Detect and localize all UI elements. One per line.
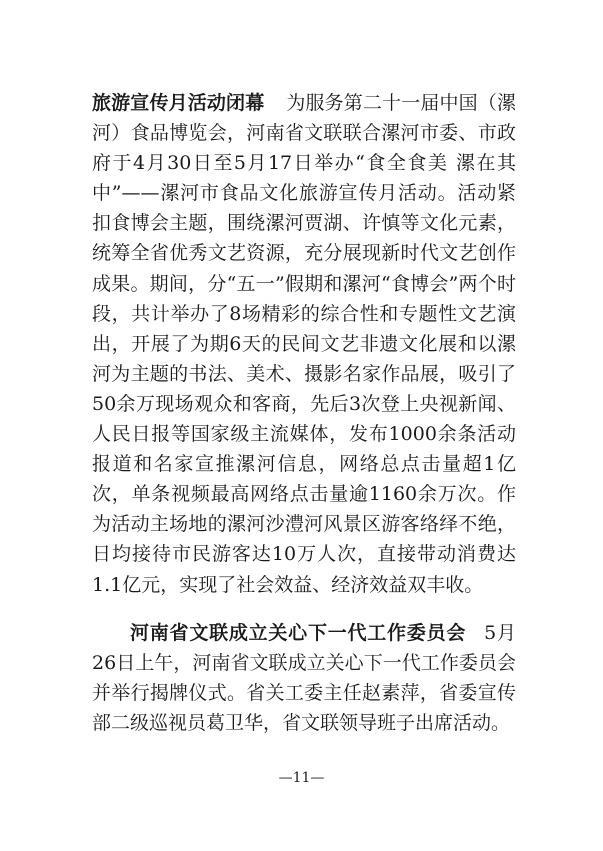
news-body: 为服务第二十一届中国（漯河）食品博览会，河南省文联联合漯河市委、市政府于4月30日至5月17日举办“食全食美 漯在其中”——漯河市食品文化旅游宣传月活动。活动紧扣食博会主题，围绕漯河贾湖、许慎等文化元素，统筹全省优秀文艺资源，充分展现新时代文艺创作成果。期间，分“五一”假期和漯河“食博会”两个时段，共计举办了8场精彩的综合性和专题性文艺演出，开展了为期6天的民间文艺非遗文化展和以漯河为主题的书法、美术、摄影名家作品展，吸引了50余万现场观众和客商，先后3次登上央视新闻、人民日报等国家级主流媒体，发布1000余条活动报道和名家宣推漯河信息，网络总点击量超1亿次，单条视频最高网络点击量逾1160余万次。作为活动主场地的漯河沙澧河风景区游客络绎不绝，日均接待市民游客达10万人次，直接带动消费达1.1亿元，实现了社会效益、经济效益双丰收。 bbox=[92, 92, 516, 596]
news-item-youth-committee bbox=[92, 618, 516, 738]
news-body: 5月26日上午，河南省文联成立关心下一代工作委员会并举行揭牌仪式。省关工委主任赵素萍，省委宣传部二级巡视员葛卫华，省文联领导班子出席活动。 bbox=[92, 622, 516, 735]
news-headline: 旅游宣传月活动闭幕 bbox=[92, 92, 265, 114]
news-headline: 河南省文联成立关心下一代工作委员会 bbox=[130, 622, 467, 644]
news-item-tourism-month-closing bbox=[92, 88, 516, 600]
page-number: —11— bbox=[278, 770, 325, 786]
